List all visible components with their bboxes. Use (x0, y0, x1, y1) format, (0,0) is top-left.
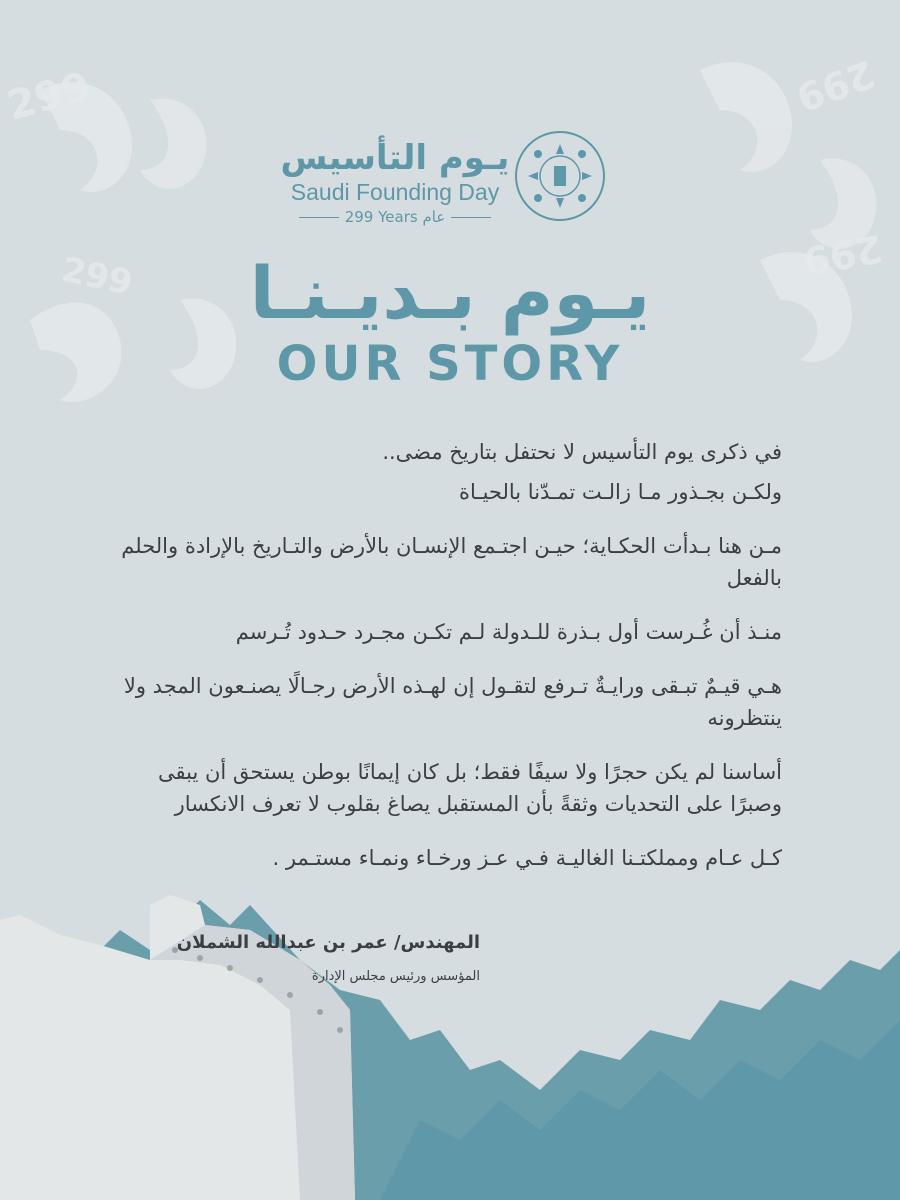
logo-english-name: Saudi Founding Day (290, 179, 500, 205)
story-paragraph: هـي قيـمٌ تبـقى ورايـةٌ تـرفع لتقـول إن لهـذه الأرض رجـالًا يصنـعون المجد ولا ينتظرونه (123, 674, 782, 730)
story-paragraph: ولكـن بجـذور مـا زالـت تمـدّنا بالحيـاة (459, 480, 782, 504)
wall-hole (317, 1009, 323, 1015)
logo-wordmark (280, 138, 510, 228)
background-number: 299 (799, 225, 886, 284)
signatory-name: المهندس/ عمر بن عبدالله الشملان (176, 932, 480, 953)
story-paragraph: في ذكرى يوم التأسيس لا نحتفل بتاريخ مضى.. (382, 440, 782, 464)
wall-hole (287, 992, 293, 998)
founding-day-seal-icon (514, 130, 606, 222)
signature-block (177, 928, 480, 988)
story-body (102, 436, 782, 896)
background-number: 299 (2, 63, 96, 130)
logo-arabic-name: يـوم التأسيس (280, 138, 510, 178)
story-paragraph: مـن هنا بـدأت الحكـاية؛ حيـن اجتـمع الإنسـان بالأرض والتـاريخ بالإرادة والحلم بالفعل (121, 534, 782, 590)
signatory-title: المؤسس ورئيس مجلس الإدارة (311, 969, 480, 984)
story-paragraph: منـذ أن غُـرست أول بـذرة للـدولة لـم تكـن مجـرد حـدود تُـرسم (235, 620, 782, 644)
logo-years: 299 Years عام (344, 208, 446, 226)
background-number: 299 (790, 51, 881, 120)
logo-years-row (280, 206, 510, 228)
heading-arabic: يـوم بـديـنـا (249, 251, 651, 335)
background-number: 299 (58, 249, 136, 304)
founding-day-logo (0, 122, 900, 242)
divider-line (299, 217, 339, 218)
heritage-fort-illustration (0, 860, 900, 1200)
story-paragraph: كـل عـام ومملكتـنا الغاليـة فـي عـز ورخـاء ونمـاء مستـمر . (272, 846, 782, 870)
wall-hole (337, 1027, 343, 1033)
divider-line (451, 217, 491, 218)
heading-english: OUR STORY (276, 336, 624, 392)
story-paragraph: أساسنا لم يكن حجرًا ولا سيفًا فقط؛ بل كان إيمانًا بوطن يستحق أن يبقى وصبرًا على التحديات وثقةً بأن المستقبل يصاغ بقلوب لا تعرف الانكسار (157, 760, 782, 816)
